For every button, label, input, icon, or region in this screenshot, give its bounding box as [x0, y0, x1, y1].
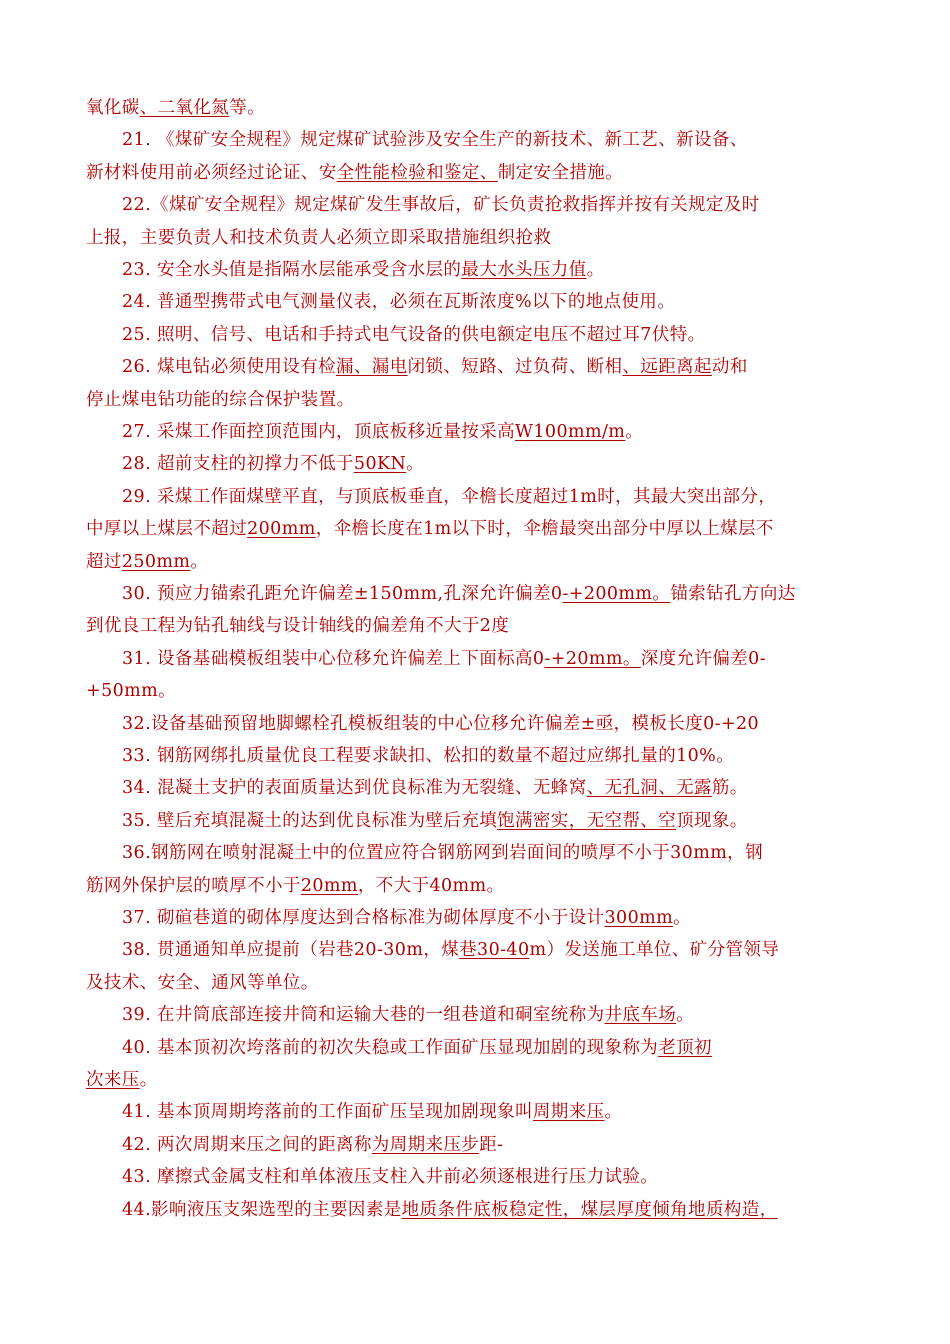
- text-line: [86, 614, 509, 638]
- underlined-answer: 20mm: [300, 875, 358, 896]
- text-segment: 闭锁、短路、过负荷、断相: [407, 357, 623, 378]
- text-segment: 。: [139, 1070, 158, 1090]
- text-line: [122, 744, 734, 768]
- text-segment: 动和: [711, 357, 748, 378]
- text-segment: 26. 煤电钻必须使用设有检: [122, 357, 336, 378]
- text-segment: 22.《煤矿安全规程》规定煤矿发生事故后，矿长负责抢救指挥并按有关规定及时: [122, 195, 760, 216]
- text-segment: 中厚以上煤层不超过: [86, 519, 248, 540]
- text-segment: 42. 两次周期来压之间的距离称: [122, 1134, 372, 1155]
- text-line: [122, 938, 779, 962]
- text-line: [122, 290, 675, 314]
- text-segment: 上报，主要负责人和技术负责人必须立即采取措施组织抢救: [86, 227, 552, 248]
- text-line: [122, 323, 706, 347]
- text-segment: 及技术、安全、通风等单位。: [86, 972, 319, 993]
- text-segment: 筋网外保护层的喷厚不小于: [86, 875, 301, 896]
- text-line: [122, 1165, 658, 1189]
- text-segment: 28. 超前支柱的初撑力不低于: [122, 454, 354, 475]
- underlined-answer: 250mm: [121, 551, 191, 572]
- underlined-answer: 最大水头压力值: [461, 260, 587, 280]
- text-line: [122, 355, 748, 379]
- text-line: [122, 128, 748, 152]
- text-segment: 33. 钢筋网绑扎质量优良工程要求缺扣、松扣的数量不超过应绑扎量的10%。: [122, 746, 735, 766]
- text-line: [122, 809, 748, 833]
- text-line: [122, 485, 776, 509]
- text-line: [86, 679, 176, 703]
- text-segment: 。: [190, 551, 209, 572]
- text-segment: 40. 基本顶初次垮落前的初次失稳或工作面矿压显现加剧的现象称为: [122, 1037, 659, 1058]
- text-segment: 深度允许偏差0-: [640, 648, 767, 669]
- text-segment: 。: [586, 260, 605, 280]
- text-segment: 44.影响液压支架选型的主要因素是: [122, 1199, 402, 1220]
- text-segment: 超过: [86, 551, 122, 572]
- text-line: [122, 712, 759, 736]
- underlined-answer: 为周期来压步: [371, 1134, 480, 1155]
- text-segment: 29. 采煤工作面煤壁平直，与顶底板垂直，伞檐长度超过1m时，其最大突出部分，: [122, 486, 777, 507]
- underlined-answer: 次来压: [86, 1070, 140, 1090]
- underlined-answer: 、二氧化氮: [139, 98, 230, 118]
- text-segment: ，不大于40mm。: [357, 875, 505, 896]
- text-line: [86, 550, 208, 574]
- text-line: [86, 388, 355, 412]
- underlined-answer: 全性能检验和鉴定、: [336, 162, 498, 183]
- text-segment: 30. 预应力锚索孔距允许偏差±150mm,孔深允许偏差0: [122, 584, 563, 604]
- text-segment: 停止煤电钻功能的综合保护装置。: [86, 389, 355, 410]
- text-segment: 41. 基本顶周期垮落前的工作面矿压呈现加剧现象叫: [122, 1102, 533, 1123]
- text-segment: 等。: [229, 98, 266, 118]
- text-segment: 顶现象。: [676, 810, 748, 831]
- text-segment: 38. 贯通通知单应提前（岩巷20-30m，煤: [122, 940, 460, 961]
- text-line: [86, 971, 319, 995]
- text-segment: 25. 照明、信号、电话和手持式电气设备的供电额定电压不超过耳7伏特。: [122, 324, 706, 345]
- underlined-answer: 、远距离起: [622, 357, 712, 378]
- text-line: [122, 582, 796, 606]
- text-segment: 23. 安全水头值是指隔水层能承受含水层的: [122, 260, 462, 280]
- text-segment: 。: [673, 908, 691, 928]
- text-line: [122, 452, 424, 476]
- underlined-answer: 漏、漏电: [336, 357, 408, 378]
- text-segment: 39. 在井筒底部连接井筒和运输大巷的一组巷道和硐室统称为: [122, 1005, 605, 1026]
- text-segment: ，伞檐长度在1m以下时，伞檐最突出部分中厚以上煤层不: [315, 519, 774, 540]
- underlined-answer: 、无孔洞、无露: [586, 778, 712, 799]
- text-segment: 43. 摩擦式金属支柱和单体液压支柱入井前必须逐根进行压力试验。: [122, 1167, 659, 1188]
- text-line: [122, 420, 643, 444]
- text-line: [122, 906, 691, 930]
- text-line: [86, 96, 265, 120]
- text-segment: 。: [625, 422, 644, 442]
- underlined-answer: 老顶初: [658, 1037, 712, 1058]
- text-line: [122, 1003, 694, 1027]
- text-line: [122, 776, 748, 800]
- text-segment: 筋。: [711, 778, 748, 799]
- text-line: [122, 841, 763, 865]
- text-line: [86, 226, 551, 250]
- text-segment: 。: [676, 1005, 695, 1026]
- text-segment: 。: [604, 1102, 623, 1123]
- underlined-answer: 巷30-40: [459, 940, 530, 961]
- text-segment: 37. 砌碹巷道的砌体厚度达到合格标准为砌体厚度不小于设计: [122, 908, 605, 928]
- underlined-answer: 周期来压: [532, 1102, 605, 1123]
- text-line: [86, 517, 774, 541]
- underlined-answer: 50KN: [353, 454, 407, 475]
- text-segment: 到优良工程为钻孔轴线与设计轴线的偏差角不大于2度: [86, 616, 510, 637]
- text-line: [86, 874, 504, 898]
- text-segment: 32.设备基础预留地脚螺栓孔模板组装的中心位移允许偏差±亟，模板长度0-+20: [122, 713, 760, 734]
- text-line: [122, 1133, 503, 1157]
- text-line: [122, 1036, 712, 1060]
- text-segment: 21. 《煤矿安全规程》规定煤矿试验涉及安全生产的新技术、新工艺、新设备、: [122, 130, 748, 151]
- text-line: [86, 161, 623, 185]
- text-segment: 制定安全措施。: [497, 162, 624, 183]
- text-segment: 。: [406, 454, 425, 475]
- text-segment: 距-: [479, 1134, 504, 1155]
- text-segment: m）发送施工单位、矿分管领导: [529, 940, 780, 961]
- underlined-answer: 200mm: [247, 519, 316, 540]
- text-segment: 新材料使用前必须经过论证、安: [86, 162, 337, 183]
- text-segment: 氧化碳: [86, 98, 140, 118]
- text-segment: 35. 壁后充填混凝土的达到优良标准为壁后充填: [122, 810, 498, 831]
- text-segment: +50mm。: [86, 681, 177, 702]
- text-segment: 锚索钻孔方向达: [670, 584, 796, 604]
- underlined-answer: 300mm: [604, 908, 674, 928]
- underlined-answer: -+20mm。: [544, 648, 641, 669]
- text-line: [122, 1100, 622, 1124]
- underlined-answer: -+200mm。: [562, 584, 671, 604]
- text-segment: 36.钢筋网在喷射混凝土中的位置应符合钢筋网到岩面间的喷厚不小于30mm，钢: [122, 843, 763, 864]
- underlined-answer: 地质条件底板稳定性，煤层厚度倾角地质构造，: [401, 1199, 778, 1220]
- text-line: [122, 1198, 778, 1222]
- underlined-answer: 饱满密实，无空帮、空: [497, 810, 677, 831]
- text-line: [122, 258, 605, 282]
- text-segment: 24. 普通型携带式电气测量仪表，必须在瓦斯浓度%以下的地点使用。: [122, 292, 676, 313]
- text-segment: 31. 设备基础模板组装中心位移允许偏差上下面标高0: [122, 648, 545, 669]
- text-line: [122, 647, 766, 671]
- text-line: [122, 193, 760, 217]
- underlined-answer: 井底车场: [604, 1005, 677, 1026]
- text-line: [86, 1068, 158, 1092]
- underlined-answer: W100mm/m: [515, 422, 626, 442]
- text-segment: 34. 混凝土支护的表面质量达到优良标准为无裂缝、无蜂窝: [122, 778, 587, 799]
- text-segment: 27. 采煤工作面控顶范围内，顶底板移近量按采高: [122, 422, 515, 442]
